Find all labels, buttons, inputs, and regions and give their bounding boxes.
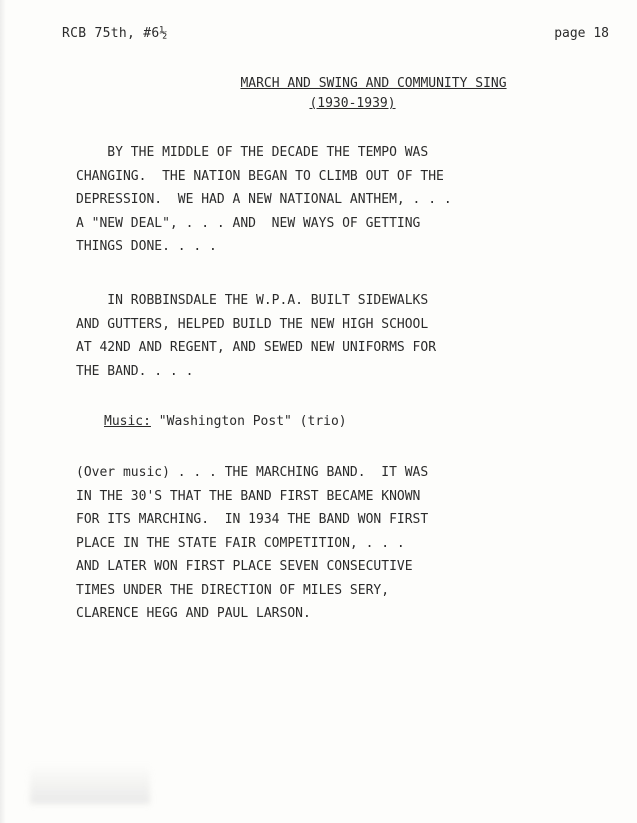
- paragraph-depression: BY THE MIDDLE OF THE DECADE THE TEMPO WAS CHANGING. THE NATION BEGAN TO CLIMB OUT OF THE DEPRESSION. WE HAD A NEW NATIONAL ANTHEM, . . . A "NEW DEAL", . . . AND NEW WAYS OF GETTING THINGS DONE. . . .: [76, 145, 452, 254]
- music-cue-label: Music:: [104, 414, 151, 429]
- section-title: [0, 74, 637, 114]
- paragraph-marching-band: (Over music) . . . THE MARCHING BAND. IT WAS IN THE 30'S THAT THE BAND FIRST BECAME KNOWN FOR ITS MARCHING. IN 1934 THE BAND WON FIRST PLACE IN THE STATE FAIR COMPETITION, . . . AND LATER WON FIRST PLACE SEVEN CONSECUTIVE TIMES UNDER THE DIRECTION OF MILES SERY, CLARENCE HEGG AND PAUL LARSON.: [76, 465, 429, 621]
- music-cue: [104, 414, 347, 429]
- music-cue-text: "Washington Post" (trio): [158, 414, 347, 429]
- paragraph-wpa: IN ROBBINSDALE THE W.P.A. BUILT SIDEWALKS AND GUTTERS, HELPED BUILD THE NEW HIGH SCHOOL AT 42ND AND REGENT, AND SEWED NEW UNIFORMS FOR THE BAND. . . .: [76, 293, 437, 379]
- section-title-years: (1930-1939): [309, 96, 396, 111]
- page-number: page 18: [554, 26, 609, 41]
- document-reference: RCB 75th, #6½: [62, 26, 168, 41]
- scan-edge-shadow: [0, 0, 6, 823]
- scan-smudge: [30, 764, 150, 804]
- section-title-text: MARCH AND SWING AND COMMUNITY SING: [240, 76, 507, 91]
